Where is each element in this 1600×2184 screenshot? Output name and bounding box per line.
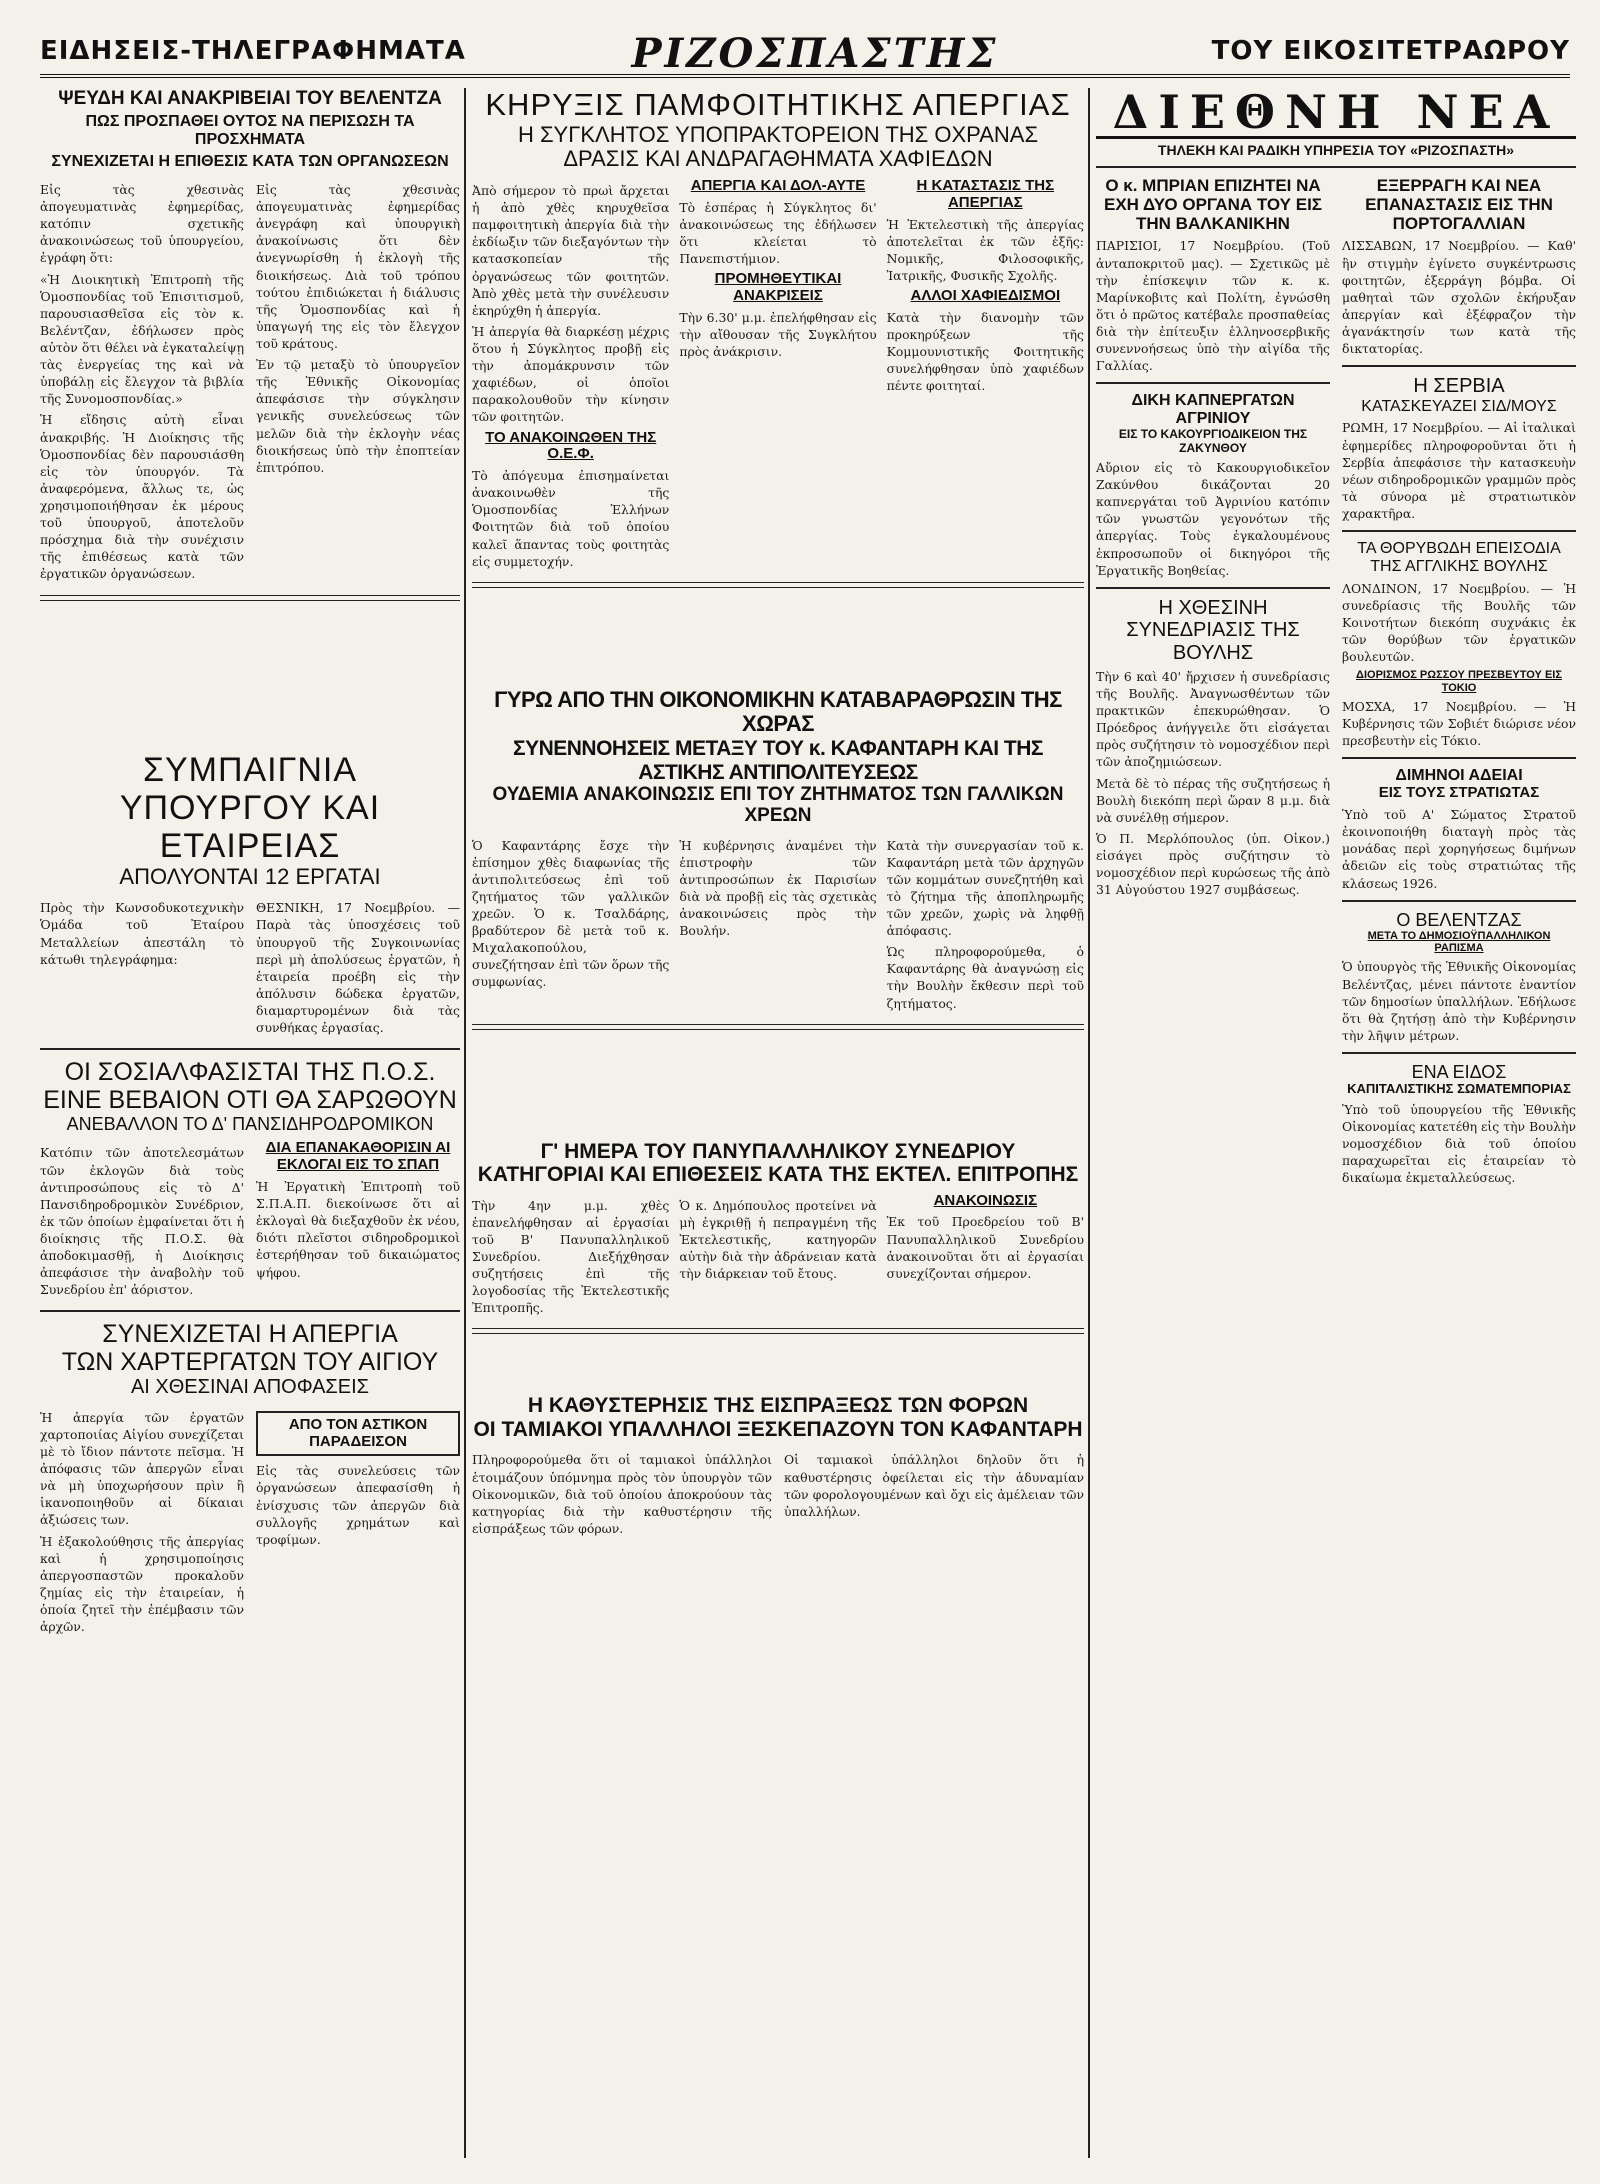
subheadline: ΣΥΝΕΧΙΖΕΤΑΙ Η ΕΠΙΘΕΣΙΣ ΚΑΤΑ ΤΩΝ ΟΡΓΑΝΩΣΕΩΝ: [51, 153, 449, 171]
article-student-strike: [472, 88, 1084, 574]
paragraph: Πρὸς τὴν Κωνσοδυκοτεχνικὴν Ὁμάδα τοῦ Ἐταίρου Μεταλλείων ἀπεστάλη τὸ κάτωθι τηλεγράφημα:: [40, 900, 244, 967]
paragraph: Μετὰ δὲ τὸ πέρας τῆς συζητήσεως ἡ Βουλὴ διεκόπη περὶ ὥραν 8 μ.μ. διὰ νὰ συνέλθῃ σήμερον.: [1096, 775, 1330, 825]
article-aigio-strike: [40, 1320, 460, 1639]
article-sympaignia: [40, 751, 460, 1041]
headline: ΔΙΜΗΝΟΙ ΑΔΕΙΑΙ: [1395, 767, 1523, 785]
subheadline: ΚΑΠΙΤΑΛΙΣΤΙΚΗΣ ΣΩΜΑΤΕΜΠΟΡΙΑΣ: [1347, 1081, 1571, 1097]
section-subtitle: ΤΗΛΕΚΗ ΚΑΙ ΡΑΔΙΚΗ ΥΠΗΡΕΣΙΑ ΤΟΥ «ΡΙΖΟΣΠΑΣΤΗ»: [1157, 142, 1515, 159]
divider: [1096, 166, 1576, 168]
paragraph: Ὁ ὑπουργὸς τῆς Ἐθνικῆς Οἰκονομίας Βελέντζας, μένει πάντοτε ἐναντίον τῶν δημοσίων ὑπαλλήλων. Ἐδήλωσε ὅτι θὰ ζητήσῃ ἀπὸ τὴν Κυβέρνησιν τὴν λῆψιν μέτρων.: [1342, 959, 1576, 1043]
subheadline: ΕΙΣ ΤΟΥΣ ΣΤΡΑΤΙΩΤΑΣ: [1378, 784, 1540, 802]
divider: [40, 1310, 460, 1312]
headline: Ο κ. ΜΠΡΙΑΝ ΕΠΙΖΗΤΕΙ ΝΑ ΕΧΗ ΔΥΟ ΟΡΓΑΝΑ ΤΟΥ ΕΙΣ ΤΗΝ ΒΑΛΚΑΝΙΚΗΝ: [1104, 176, 1322, 234]
headline: ΓΥΡΩ ΑΠΟ ΤΗΝ ΟΙΚΟΝΟΜΙΚΗΝ ΚΑΤΑΒΑΡΑΘΡΩΣΙΝ ΤΗΣ ΧΩΡΑΣ: [494, 686, 1062, 737]
headline: ΣΥΝΕΝΝΟΗΣΕΙΣ ΜΕΤΑΞΥ ΤΟΥ κ. ΚΑΦΑΝΤΑΡΗ ΚΑΙ ΤΗΣ ΑΣΤΙΚΗΣ ΑΝΤΙΠΟΛΙΤΕΥΣΕΩΣ: [512, 737, 1043, 784]
paragraph: Ὡς πληροφορούμεθα, ὁ Καφαντάρης θὰ ἀναγνώσῃ εἰς τὴν Βουλὴν ἔκθεσιν περὶ τοῦ ζητήματος.: [886, 944, 1084, 1011]
headline: ΚΗΡΥΞΙΣ ΠΑΜΦΟΙΤΗΤΙΚΗΣ ΑΠΕΡΓΙΑΣ: [485, 87, 1071, 122]
subheadline: ΤΗΣ ΑΓΓΛΙΚΗΣ ΒΟΥΛΗΣ: [1370, 558, 1548, 576]
headline: ΕΙΝΕ ΒΕΒΑΙΟΝ ΟΤΙ ΘΑ ΣΑΡΩΘΟΥΝ: [43, 1086, 457, 1115]
divider: [40, 1048, 460, 1050]
headline: Η ΚΑΘΥΣΤΕΡΗΣΙΣ ΤΗΣ ΕΙΣΠΡΑΞΕΩΣ ΤΩΝ ΦΟΡΩΝ: [527, 1394, 1029, 1418]
paragraph: Ὁ Καφαντάρης ἔσχε τὴν ἐπίσημον χθὲς διαφωνίας τῆς ἀντιπολιτεύσεως ἐπὶ τοῦ ζητήματος τῶν γαλλικῶν χρεῶν. Ὁ κ. Τσαλδάρης, βραδύτερον δὲ μετὰ τοῦ κ. Μιχαλακοπούλου, συνεζήτησαν ἐπὶ τῶν ὅρων τῆς συμφωνίας.: [472, 837, 670, 990]
headline: ΣΥΝΕΧΙΖΕΤΑΙ Η ΑΠΕΡΓΙΑ: [102, 1320, 398, 1349]
subheadline: ΔΡΑΣΙΣ ΚΑΙ ΑΝΔΡΑΓΑΘΗΜΑΤΑ ΧΑΦΙΕΔΩΝ: [563, 146, 993, 172]
paragraph: Εἰς τὰς συνελεύσεις τῶν ὀργανώσεων ἀπεφασίσθη ἡ ἐνίσχυσις τῶν ἀπεργῶν διὰ συλλογῆς χρημάτων καὶ τροφίμων.: [256, 1463, 460, 1547]
headline: ΤΩΝ ΧΑΡΤΕΡΓΑΤΩΝ ΤΟΥ ΑΙΓΙΟΥ: [61, 1348, 439, 1377]
column-center: [472, 88, 1084, 1541]
headline: ΥΠΟΥΡΓΟΥ ΚΑΙ ΕΤΑΙΡΕΙΑΣ: [119, 788, 381, 865]
paragraph: Κατὰ τὴν συνεργασίαν τοῦ κ. Καφαντάρη μετὰ τῶν ἀρχηγῶν τῶν κομμάτων συνεζητήθη καὶ τὸ ζήτημα τῆς ἀποπληρωμῆς τῶν χρεῶν, χωρὶς νὰ ληφθῇ ἀπόφασις.: [886, 837, 1084, 939]
headline: ΤΑ ΘΟΡΥΒΩΔΗ ΕΠΕΙΣΟΔΙΑ: [1357, 540, 1561, 558]
article-tax-collection: [472, 1394, 1084, 1541]
divider: [472, 582, 1084, 588]
article-velentzas: [40, 88, 460, 587]
paragraph: Κατόπιν τῶν ἀποτελεσμάτων τῶν ἐκλογῶν διὰ τοὺς ἀντιπροσώπους εἰς τὸ Δ' Πανσιδηροδρομικὸν Συνέδριον, ἐκ τῶν ὁποίων ἐμφαίνεται ὅτι ἡ διοίκησις τῆς Π.Ο.Σ. θὰ ἀποδοκιμασθῇ, ἡ Διοίκησις ἀπεφάσισε τὴν ἀναβολὴν τοῦ Συνεδρίου ἐπ' ἀόριστον.: [40, 1145, 244, 1298]
paragraph: Ἡ Ἐκτελεστικὴ τῆς ἀπεργίας ἀποτελεῖται ἐκ τῶν ἑξῆς: Νομικῆς, Φιλοσοφικῆς, Ἰατρικῆς, Φυσικῆς Σχολῆς.: [886, 216, 1084, 283]
subheading: ΑΝΑΚΟΙΝΩΣΙΣ: [933, 1191, 1038, 1209]
headline: Γ' ΗΜΕΡΑ ΤΟΥ ΠΑΝΥΠΑΛΛΗΛΙΚΟΥ ΣΥΝΕΔΡΙΟΥ: [540, 1139, 1016, 1163]
section-title-right: ΤΟΥ ΕΙΚΟΣΙΤΕΤΡΑΩΡΟΥ: [1211, 36, 1570, 66]
divider: [1096, 587, 1330, 589]
paragraph: Ὁ Π. Μερλόπουλος (ὑπ. Οἰκον.) εἰσάγει πρὸς συζήτησιν τὸ νομοσχέδιον περὶ κυρώσεως τῆς ἀπὸ 31 Αὐγούστου 1927 συμβάσεως.: [1096, 830, 1330, 898]
divider: [1342, 757, 1576, 759]
divider: [472, 1024, 1084, 1030]
article-economic-ruin: [472, 688, 1084, 1016]
divider: [1342, 530, 1576, 532]
paragraph: ΛΟΝΔΙΝΟΝ, 17 Νοεμβρίου. — Ἡ συνεδρίασις τῆς Βουλῆς τῶν Κοινοτήτων διεκόπη συχνάκις ἐκ τῶν θορύβων τῶν ἐργατικῶν βουλευτῶν.: [1342, 580, 1576, 665]
paragraph: Τὸ ἑσπέρας ἡ Σύγκλητος δι' ἀνακοινώσεως της ἐδήλωσεν ὅτι κλείεται τὸ Πανεπιστήμιον.: [679, 199, 877, 267]
subheading: ΔΙΑ ΕΠΑΝΑΚΑΘΟΡΙΣΙΝ ΑΙ ΕΚΛΟΓΑΙ ΕΙΣ ΤΟ ΣΠΑΠ: [265, 1139, 451, 1174]
divider: [1342, 1052, 1576, 1054]
paragraph: Ἀπὸ σήμερον τὸ πρωὶ ἄρχεται ἡ ἀπὸ χθὲς κηρυχθεῖσα παμφοιτητικὴ ἀπεργία διὰ τὴν ἐκδίωξιν τῶν διεξαγόντων τὴν κατασκοπείαν τῆς ὀργανώσεως τῶν φοιτητῶν. Ἀπὸ χθὲς μετὰ τὴν συνέλευσιν ἐκηρύχθη ἡ ἀπεργία.: [472, 182, 670, 318]
divider: [1342, 900, 1576, 902]
paragraph: Ὑπὸ τοῦ ὑπουργείου τῆς Ἐθνικῆς Οἰκονομίας κατετέθη εἰς τὴν Βουλὴν νομοσχέδιον διὰ τοῦ ὁποίου παραχωρεῖται εἰς ἑταιρείαν τὸ δικαίωμα ἐκμεταλλεύσεως.: [1342, 1101, 1576, 1186]
divider: [472, 1328, 1084, 1334]
headline: ΔΙΚΗ ΚΑΠΝΕΡΓΑΤΩΝ ΑΓΡΙΝΙΟΥ: [1131, 392, 1295, 428]
headline: ΨΕΥΔΗ ΚΑΙ ΑΝΑΚΡΙΒΕΙΑΙ ΤΟΥ ΒΕΛΕΝΤΖΑ: [58, 88, 442, 109]
section-title-international: ΔΙΕΘΝΗ ΝΕΑ: [1096, 88, 1576, 139]
paragraph: «Ἡ Διοικητικὴ Ἐπιτροπὴ τῆς Ὁμοσπονδίας τοῦ Ἐπισιτισμοῦ, παρουσιασθεῖσα εἰς τὸν κ. Βελέντζαν, ἐδήλωσεν πρὸς αὐτὸν ὅτι θέλει νὰ ἐγκαταλείψῃ τὰς ἐνεργείας της καὶ νὰ ὑποβάλῃ εἰς ἔλεγχον τὰ βιβλία τῆς Συνομοσπονδίας.»: [40, 271, 244, 407]
newspaper-title: ΡΙΖΟΣΠΑΣΤΗΣ: [631, 30, 999, 77]
section-title-left: ΕΙΔΗΣΕΙΣ-ΤΗΛΕΓΡΑΦΗΜΑΤΑ: [40, 36, 466, 66]
paragraph: Τὴν 6.30' μ.μ. ἐπελήφθησαν εἰς τὴν αἴθουσαν τῆς Συγκλήτου πρὸς ἀνάκρισιν.: [679, 309, 877, 360]
subheading: ΤΟ ΑΝΑΚΟΙΝΩΘΕΝ ΤΗΣ Ο.Ε.Φ.: [485, 428, 657, 463]
subheadline: ΠΩΣ ΠΡΟΣΠΑΘΕΙ ΟΥΤΟΣ ΝΑ ΠΕΡΙΣΩΣΗ ΤΑ ΠΡΟΣΧΗΜΑΤΑ: [85, 113, 415, 149]
paragraph: Εἰς τὰς χθεσινὰς ἀπογευματινὰς ἐφημερίδας ἀνεγράφη καὶ ὑπουργικὴ ἀνακοίνωσις ὅτι δὲν ἀνεγνωρίσθη ἡ ἐκλογὴ τῆς διοικήσεως. Διὰ τοῦ τρόπου τούτου ἐπιδιώκεται ἡ διάλυσις τῆς Ὁμοσπονδίας καὶ ἡ ὑπαγωγή της εἰς τὸν ἔλεγχον τοῦ κράτους.: [256, 181, 460, 351]
paragraph: Πληροφορούμεθα ὅτι οἱ ταμιακοὶ ὑπάλληλοι ἑτοιμάζουν ὑπόμνημα πρὸς τὸν ὑπουργὸν τῶν Οἰκονομικῶν, διὰ τοῦ ὁποίου ἀποκρούουν τὰς κατηγορίας διὰ τὴν καθυστέρησιν τῆς εἰσπράξεως τῶν φόρων.: [472, 1452, 772, 1536]
headline: ΚΑΤΗΓΟΡΙΑΙ ΚΑΙ ΕΠΙΘΕΣΕΙΣ ΚΑΤΑ ΤΗΣ ΕΚΤΕΛ. ΕΠΙΤΡΟΠΗΣ: [477, 1163, 1079, 1187]
paragraph: Οἱ ταμιακοὶ ὑπάλληλοι δηλοῦν ὅτι ἡ καθυστέρησις ὀφείλεται εἰς τὴν ἀδυναμίαν τῶν φορολογουμένων καὶ ὄχι εἰς ἀμέλειαν τῶν ὑπαλλήλων.: [784, 1452, 1084, 1519]
divider: [1096, 382, 1330, 384]
masthead: [40, 30, 1570, 78]
headline: Ο ΒΕΛΕΝΤΖΑΣ: [1396, 909, 1522, 930]
paragraph: Τὴν 6 καὶ 40' ἤρχισεν ἡ συνεδρίασις τῆς Βουλῆς. Ἀναγνωσθέντων τῶν πρακτικῶν ἐπεκυρώθησαν. Ὁ Πρόεδρος ἀνήγγειλε ὅτι εἰσάγεται πρὸς συζήτησιν τὸ νομοσχέδιον περὶ τῶν ἀποζημιώσεων.: [1096, 668, 1330, 770]
paragraph: Αὔριον εἰς τὸ Κακουργιοδικεῖον Ζακύνθου δικάζονται 20 καπνεργάται τοῦ Ἀγρινίου κατόπιν τῶν γνωστῶν γεγονότων τῆς ἀπεργίας. Τοὺς ἐγκαλουμένους ἐκπροσωποῦν οἱ δικηγόροι τῆς Ἐργατικῆς Βοηθείας.: [1096, 459, 1330, 578]
subheading: ΑΠΕΡΓΙΑ ΚΑΙ ΔΟΛ-ΑΥΤΕ: [690, 176, 866, 194]
subheadline: ΚΑΤΑΣΚΕΥΑΖΕΙ ΣΙΔ/ΜΟΥΣ: [1361, 397, 1557, 415]
headline: Η ΧΘΕΣΙΝΗ ΣΥΝΕΔΡΙΑΣΙΣ ΤΗΣ ΒΟΥΛΗΣ: [1126, 596, 1300, 664]
subheading: ΑΛΛΟΙ ΧΑΦΙΕΔΙΣΜΟΙ: [910, 287, 1061, 304]
subheading: ΜΕΤΑ ΤΟ ΔΗΜΟΣΙΟΫΠΑΛΛΗΛΙΚΟΝ ΡΑΠΙΣΜΑ: [1367, 929, 1551, 955]
paragraph: Ὑπὸ τοῦ Α' Σώματος Στρατοῦ ἐκοινοποιήθη διαταγὴ πρὸς τὰς μονάδας περὶ χορηγήσεως διμήνων ἀδειῶν εἰς τοὺς στρατιώτας τῆς κλάσεως 1926.: [1342, 807, 1576, 891]
subheadline: ΟΥΔΕΜΙΑ ΑΝΑΚΟΙΝΩΣΙΣ ΕΠΙ ΤΟΥ ΖΗΤΗΜΑΤΟΣ ΤΩΝ ΓΑΛΛΙΚΩΝ ΧΡΕΩΝ: [492, 784, 1064, 827]
paragraph: Τὸ ἀπόγευμα ἐπισημαίνεται ἀνακοινωθὲν τῆς Ὁμοσπονδίας Ἑλλήνων Φοιτητῶν διὰ τοῦ ὁποίου καλεῖ ἅπαντας τοὺς φοιτητὰς εἰς συμμετοχήν.: [472, 468, 670, 569]
column-divider: [464, 88, 466, 2158]
subheading: ΠΡΟΜΗΘΕΥΤΙΚΑΙ ΑΝΑΚΡΙΣΕΙΣ: [714, 270, 842, 304]
headline: Η ΣΕΡΒΙΑ: [1413, 375, 1505, 398]
article-sosialfasistai: [40, 1058, 460, 1302]
divider: [40, 595, 460, 601]
headline: ΕΞΕΡΡΑΓΗ ΚΑΙ ΝΕΑ ΕΠΑΝΑΣΤΑΣΙΣ ΕΙΣ ΤΗΝ ΠΟΡΤΟΓΑΛΛΙΑΝ: [1365, 176, 1553, 234]
subheadline: ΑΙ ΧΘΕΣΙΝΑΙ ΑΠΟΦΑΣΕΙΣ: [130, 1376, 370, 1399]
paragraph: Ὁ κ. Δημόπουλος προτείνει νὰ μὴ ἐγκριθῇ ἡ πεπραγμένη τῆς Ἐκτελεστικῆς, κατηγορῶν αὐτὴν διὰ τὴν ἀδράνειαν κατὰ τὴν διάρκειαν τοῦ ἔτους.: [679, 1197, 877, 1282]
paragraph: Ἡ ἀπεργία θὰ διαρκέσῃ μέχρις ὅτου ἡ Σύγκλητος προβῇ εἰς τὴν ἀπομάκρυνσιν τῶν χαφιέδων, οἱ ὁποῖοι παρακολουθοῦν τὴν κίνησιν τῶν φοιτητῶν.: [472, 323, 670, 425]
paragraph: Ἡ ἐξακολούθησις τῆς ἀπεργίας καὶ ἡ χρησιμοποίησις ἀπεργοσπαστῶν προκαλοῦν ζημίας εἰς τὴν ἑταιρείαν, ἡ ὁποία ζητεῖ τὴν ἐπέμβασιν τῶν ἀρχῶν.: [40, 1533, 244, 1635]
subheadline: ΑΠΟΛΥΟΝΤΑΙ 12 ΕΡΓΑΤΑΙ: [119, 863, 381, 889]
subheading: Η ΚΑΤΑΣΤΑΣΙΣ ΤΗΣ ΑΠΕΡΓΙΑΣ: [916, 176, 1055, 211]
paragraph: Κατὰ τὴν διανομὴν τῶν προκηρύξεων τῆς Κομμουνιστικῆς Φοιτητικῆς συνελήφθησαν ὑπὸ χαφιέδων πέντε φοιτηταί.: [886, 309, 1084, 394]
paragraph: ΘΕΣΝΙΚΗ, 17 Νοεμβρίου. — Παρὰ τὰς ὑποσχέσεις τοῦ ὑπουργοῦ τῆς Συγκοινωνίας περὶ μὴ ἀπολύσεως ἐργατῶν, ἡ ἑταιρεία προέβη εἰς τὴν ἀπόλυσιν δώδεκα ἐργατῶν, διαμαρτυρομένων διὰ τὰς συνθήκας ἐργασίας.: [256, 900, 460, 1036]
paragraph: Τὴν 4ην μ.μ. χθὲς ἐπανελήφθησαν αἱ ἐργασίαι τοῦ Β' Πανυπαλληλικοῦ Συνεδρίου. Διεξήχθησαν συζητήσεις ἐπὶ τῆς λογοδοσίας τῆς Ἐκτελεστικῆς Ἐπιτροπῆς.: [472, 1197, 670, 1316]
paragraph: Ἡ κυβέρνησις ἀναμένει τὴν ἐπιστροφὴν τῶν ἀντιπροσώπων ἐκ Παρισίων διὰ νὰ προβῇ εἰς τὰς σχετικὰς ἀνακοινώσεις πρὸς τὴν Βουλήν.: [679, 837, 877, 939]
headline: ΟΙ ΣΟΣΙΑΛΦΑΣΙΣΤΑΙ ΤΗΣ Π.Ο.Σ.: [64, 1058, 436, 1087]
subheadline: ΑΝΕΒΑΛΛΟΝ ΤΟ Δ' ΠΑΝΣΙΔΗΡΟΔΡΟΜΙΚΟΝ: [66, 1114, 434, 1135]
column-divider: [1088, 88, 1090, 2158]
paragraph: ΠΑΡΙΣΙΟΙ, 17 Νοεμβρίου. (Τοῦ ἀνταποκριτοῦ μας). — Σχετικῶς μὲ τὴν ἐπίσκεψιν τῶν κ. κ. Μαρίνκοβιτς καὶ Πολίτη, ἐγνώσθη ὅτι ὁ πρῶτος κατέβαλε προσπαθείας διὰ τὴν ἐπίτευξιν ἑλληνοσερβικῆς συνεννοήσεως ὑπὸ τὴν αἰγίδα τῆς Γαλλίας.: [1096, 238, 1330, 374]
paragraph: Ἡ ἀπεργία τῶν ἐργατῶν χαρτοποιίας Αἰγίου συνεχίζεται μὲ τὸ ἴδιον πάντοτε πεῖσμα. Ἡ ἀπόφασις τῶν ἀπεργῶν εἶναι νὰ μὴ ὑποχωρήσουν πρὶν ἢ ἱκανοποιηθοῦν αἱ δίκαιαι ἀξιώσεις των.: [40, 1409, 244, 1528]
headline: ΣΥΜΠΑΙΓΝΙΑ: [142, 750, 358, 789]
paragraph: Ἐκ τοῦ Προεδρείου τοῦ Β' Πανυπαλληλικοῦ Συνεδρίου ἀνακοινοῦται ὅτι αἱ ἐργασίαι συνεχίζονται σήμερον.: [886, 1214, 1084, 1281]
headline: ΕΝΑ ΕΙΔΟΣ: [1411, 1062, 1507, 1082]
headline: ΟΙ ΤΑΜΙΑΚΟΙ ΥΠΑΛΛΗΛΟΙ ΞΕΣΚΕΠΑΖΟΥΝ ΤΟΝ ΚΑΦΑΝΤΑΡΗ: [473, 1417, 1083, 1441]
paragraph: Ἐν τῷ μεταξὺ τὸ ὑπουργεῖον τῆς Ἐθνικῆς Οἰκονομίας ἀπεφάσισε τὴν σύγκλησιν γενικῆς συνελεύσεως τῶν μελῶν διὰ τὴν ἐκλογὴν νέας διοικήσεως ὑπὸ τὴν ἐποπτείαν ἐπιτρόπου.: [256, 357, 460, 475]
column-right: [1096, 85, 1576, 1190]
divider: [1342, 365, 1576, 367]
paragraph: ΡΩΜΗ, 17 Νοεμβρίου. — Αἱ ἰταλικαὶ ἐφημερίδες πληροφοροῦνται ὅτι ἡ Σερβία ἀπεφάσισε τὴν κατασκευὴν νέων σιδηροδρομικῶν γραμμῶν πρὸς τὰ σύνορα μὲ στρατιωτικὸν χαρακτῆρα.: [1342, 420, 1576, 521]
subheading: ΕΙΣ ΤΟ ΚΑΚΟΥΡΓΙΟΔΙΚΕΙΟΝ ΤΗΣ ΖΑΚΥΝΘΟΥ: [1118, 427, 1308, 455]
paragraph: Ἡ Ἐργατικὴ Ἐπιτροπὴ τοῦ Σ.Π.Α.Π. διεκοίνωσε ὅτι αἱ ἐκλογαὶ θὰ διεξαχθοῦν ἐκ νέου, διότι πλεῖστοι σιδηροδρομικοὶ ἐστερήθησαν τοῦ δικαιώματος ψήφου.: [256, 1178, 460, 1280]
subheadline: Η ΣΥΓΚΛΗΤΟΣ ΥΠΟΠΡΑΚΤΟΡΕΙΟΝ ΤΗΣ ΟΧΡΑΝΑΣ: [517, 121, 1039, 147]
paragraph: ΛΙΣΣΑΒΩΝ, 17 Νοεμβρίου. — Καθ' ἣν στιγμὴν ἐγίνετο συγκέντρωσις φοιτητῶν, ἐξερράγη βόμβα. Οἱ μαθηταὶ τῶν σχολῶν ἐκήρυξαν ἀπεργίαν καὶ ἐξέφραζον τὴν ἀγανάκτησίν των κατὰ τῆς δικτατορίας.: [1342, 238, 1576, 357]
paragraph: Ἡ εἴδησις αὐτὴ εἶναι ἀνακριβής. Ἡ Διοίκησις τῆς Ὁμοσπονδίας δὲν παρουσιάσθη εἰς τὸν ὑπουργόν. Τὰ ἀναφερόμενα, ἄλλως τε, ὡς χρησιμοποιήθησαν ἐκ μέρους τοῦ ὑπουργοῦ, ἀποτελοῦν πρόσχημα διὰ τὴν συνέχισιν τῆς ἐπιθέσεως κατὰ τῶν ἐργατικῶν ὀργανώσεων.: [40, 412, 244, 582]
paragraph: ΜΟΣΧΑ, 17 Νοεμβρίου. — Ἡ Κυβέρνησις τῶν Σοβιέτ διώρισε νέον πρεσβευτὴν εἰς Τόκιο.: [1342, 699, 1576, 749]
subheading: ΑΠΟ ΤΟΝ ΑΣΤΙΚΟΝ ΠΑΡΑΔΕΙΣΟΝ: [288, 1415, 428, 1450]
column-left: [40, 88, 460, 1639]
paragraph: Εἰς τὰς χθεσινὰς ἀπογευματινὰς ἐφημερίδας, κατόπιν σχετικῆς ἀνακοινώσεως τοῦ ὑπουργείου, ἐγράφη ὅτι:: [40, 181, 244, 266]
subheading: ΔΙΟΡΙΣΜΟΣ ΡΩΣΣΟΥ ΠΡΕΣΒΕΥΤΟΥ ΕΙΣ ΤΟΚΙΟ: [1356, 669, 1562, 694]
article-congress: [472, 1140, 1084, 1321]
